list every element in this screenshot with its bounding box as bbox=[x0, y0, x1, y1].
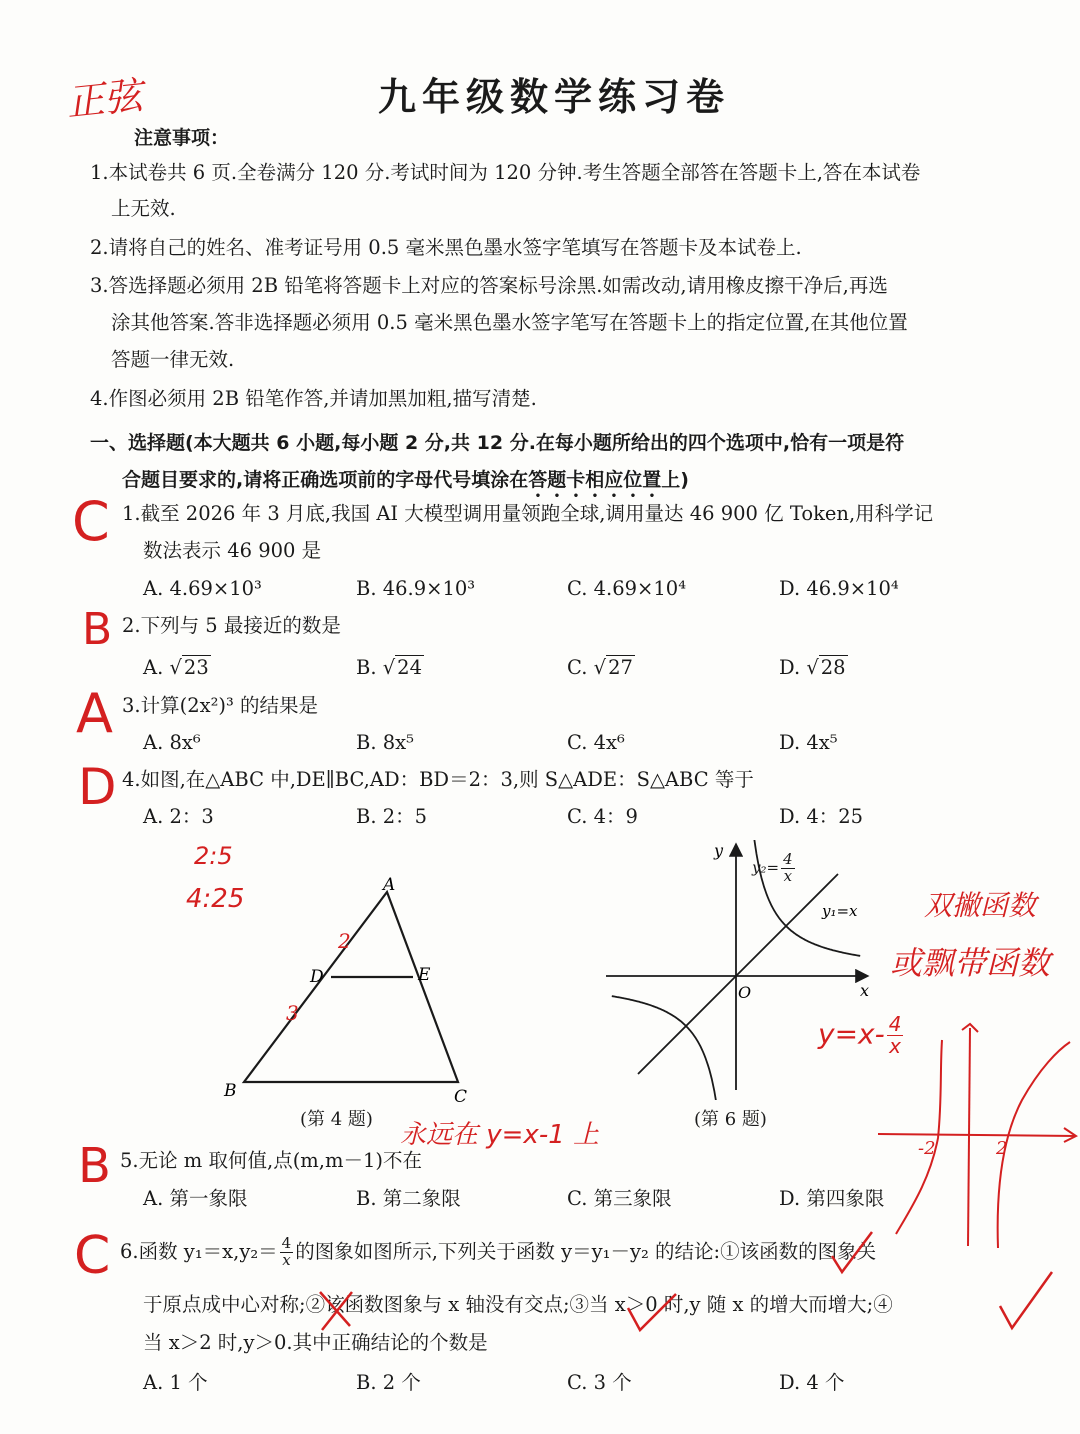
answer-mark-q2: B bbox=[82, 604, 113, 655]
sketch-curve-left bbox=[896, 1040, 942, 1234]
q1-stem-line2: 数法表示 46 900 是 bbox=[143, 539, 322, 562]
handwritten-func-equation: y=x- $\frac{4}{x}$ bbox=[818, 1012, 902, 1058]
q2-option-d: D. √ 28 bbox=[779, 656, 846, 679]
label-c: C bbox=[454, 1087, 468, 1107]
sketch-label-neg: -2 bbox=[918, 1138, 936, 1159]
q5-stem: 5.无论 m 取何值,点(m,m－1)不在 bbox=[120, 1149, 422, 1172]
q2-option-b: B. √ 24 bbox=[356, 656, 422, 679]
check-mark-icon bbox=[832, 1232, 872, 1272]
notice-item-1-line2: 上无效. bbox=[111, 197, 176, 220]
dotted-emphasis: 答题卡相应位置 bbox=[528, 469, 662, 491]
q5-option-b: B. 第二象限 bbox=[356, 1187, 461, 1210]
q3-option-b: B. 8x⁵ bbox=[356, 731, 414, 754]
q5-option-c: C. 第三象限 bbox=[567, 1187, 672, 1210]
handwritten-note-q5: 永远在 y=x-1 上 bbox=[400, 1120, 600, 1150]
label-y2: y₂= $\frac{4}{x}$ bbox=[752, 850, 793, 885]
q5-option-d: D. 第四象限 bbox=[779, 1187, 885, 1210]
sketch-label-pos: 2 bbox=[996, 1138, 1008, 1159]
sketch-y-axis bbox=[968, 1028, 970, 1246]
label-e: E bbox=[418, 965, 431, 985]
answer-mark-q4: D bbox=[78, 758, 117, 816]
check-mark-icon bbox=[628, 1294, 676, 1330]
notice-item-3-line2: 涂其他答案.答非选择题必须用 0.5 毫米黑色墨水签字笔写在答题卡上的指定位置,在其他位置 bbox=[111, 311, 908, 334]
note-ad-length: 2 bbox=[338, 929, 351, 953]
answer-mark-q5: B bbox=[78, 1138, 111, 1194]
notice-item-1-line1: 1.本试卷共 6 页.全卷满分 120 分.考试时间为 120 分钟.考生答题全部答在答题卡上,答在本试卷 bbox=[90, 161, 921, 184]
sketch-x-axis bbox=[878, 1134, 1076, 1136]
q2-option-a: A. √ 23 bbox=[143, 656, 209, 679]
notice-heading: 注意事项： bbox=[134, 127, 230, 149]
q6-stem-line1: 6.函数 y₁＝x,y₂＝ $\frac{4}{x}$ 的图象如图所示,下列关于函数 y＝y₁－y₂ 的结论:①该函数的图象关 bbox=[120, 1234, 877, 1269]
section1-heading-line1: 一、选择题(本大题共 6 小题,每小题 2 分,共 12 分.在每小题所给出的四个选项中,恰有一项是符 bbox=[90, 432, 905, 454]
handwritten-func-name-2: 或飘带函数 bbox=[890, 944, 1051, 982]
answer-mark-q1: C bbox=[72, 490, 110, 553]
q4-stem: 4.如图,在△ABC 中,DE∥BC,AD：BD＝2：3,则 S△ADE：S△ABC 等于 bbox=[122, 768, 754, 791]
handwritten-ratio-2: 4:25 bbox=[186, 884, 245, 914]
section1-heading-line2: 合题目要求的,请将正确选项前的字母代号填涂在答题卡相应位置上) bbox=[122, 469, 689, 491]
q3-option-a: A. 8x⁶ bbox=[143, 731, 201, 754]
q3-option-d: D. 4x⁵ bbox=[779, 731, 838, 754]
page-title: 九年级数学练习卷 bbox=[378, 75, 731, 119]
q1-stem-line1: 1.截至 2026 年 3 月底,我国 AI 大模型调用量领跑全球,调用量达 46 900 亿 Token,用科学记 bbox=[122, 502, 934, 525]
q6-stem-line3: 当 x＞2 时,y＞0.其中正确结论的个数是 bbox=[143, 1331, 488, 1354]
line-y1 bbox=[638, 874, 838, 1074]
answer-mark-q3: A bbox=[76, 682, 113, 745]
cross-mark-icon bbox=[320, 1292, 352, 1330]
handwritten-func-name-1: 双撇函数 bbox=[924, 889, 1037, 922]
handwritten-name: 正弦 bbox=[64, 73, 145, 125]
handwritten-ratio-1: 2:5 bbox=[194, 842, 233, 870]
label-y-axis: y bbox=[714, 841, 724, 860]
q3-option-c: C. 4x⁶ bbox=[567, 731, 625, 754]
notice-item-3-line1: 3.答选择题必须用 2B 铅笔将答题卡上对应的答案标号涂黑.如需改动,请用橡皮擦干净后,再选 bbox=[90, 274, 888, 297]
figure-6-graph bbox=[596, 840, 886, 1100]
figure-4-caption: (第 4 题) bbox=[300, 1109, 373, 1130]
q6-stem-line2: 于原点成中心对称;②该函数图象与 x 轴没有交点;③当 x＞0 时,y 随 x 的增大而增大;④ bbox=[143, 1293, 893, 1316]
label-y1: y₁=x bbox=[822, 902, 858, 920]
label-a: A bbox=[383, 875, 396, 895]
q6-option-a: A. 1 个 bbox=[143, 1371, 208, 1394]
label-origin: O bbox=[738, 983, 752, 1002]
notice-item-2-line1: 2.请将自己的姓名、准考证号用 0.5 毫米黑色墨水签字笔填写在答题卡及本试卷上. bbox=[90, 236, 802, 259]
q4-option-b: B. 2：5 bbox=[356, 805, 428, 828]
notice-item-3-line3: 答题一律无效. bbox=[111, 348, 235, 371]
q1-option-a: A. 4.69×10³ bbox=[143, 577, 262, 600]
q2-option-c: C. √ 27 bbox=[567, 656, 633, 679]
q1-option-d: D. 46.9×10⁴ bbox=[779, 577, 899, 600]
q2-stem: 2.下列与 5 最接近的数是 bbox=[122, 614, 341, 637]
figure-4-triangle bbox=[200, 870, 500, 1110]
answer-mark-q6: C bbox=[74, 1226, 111, 1286]
q6-option-d: D. 4 个 bbox=[779, 1371, 845, 1394]
notice-item-4-line1: 4.作图必须用 2B 铅笔作答,并请加黑加粗,描写清楚. bbox=[90, 387, 537, 410]
triangle-abc bbox=[244, 892, 458, 1082]
q1-option-c: C. 4.69×10⁴ bbox=[567, 577, 687, 600]
q5-option-a: A. 第一象限 bbox=[143, 1187, 248, 1210]
q6-option-b: B. 2 个 bbox=[356, 1371, 421, 1394]
figure-6-caption: (第 6 题) bbox=[694, 1109, 767, 1130]
q1-option-b: B. 46.9×10³ bbox=[356, 577, 476, 600]
label-b: B bbox=[224, 1081, 237, 1101]
q6-option-c: C. 3 个 bbox=[567, 1371, 632, 1394]
hyperbola-branch-q3 bbox=[612, 996, 721, 1100]
q4-option-c: C. 4：9 bbox=[567, 805, 638, 828]
label-d: D bbox=[310, 967, 324, 987]
q3-stem: 3.计算(2x²)³ 的结果是 bbox=[122, 694, 319, 717]
label-x-axis: x bbox=[860, 981, 870, 1000]
q6-grading-marks bbox=[0, 1220, 1080, 1350]
q4-option-d: D. 4：25 bbox=[779, 805, 864, 828]
check-mark-icon bbox=[1000, 1272, 1052, 1328]
note-bd-length: 3 bbox=[286, 1001, 299, 1025]
sketch-curve-right bbox=[998, 1042, 1070, 1248]
q4-option-a: A. 2：3 bbox=[143, 805, 214, 828]
